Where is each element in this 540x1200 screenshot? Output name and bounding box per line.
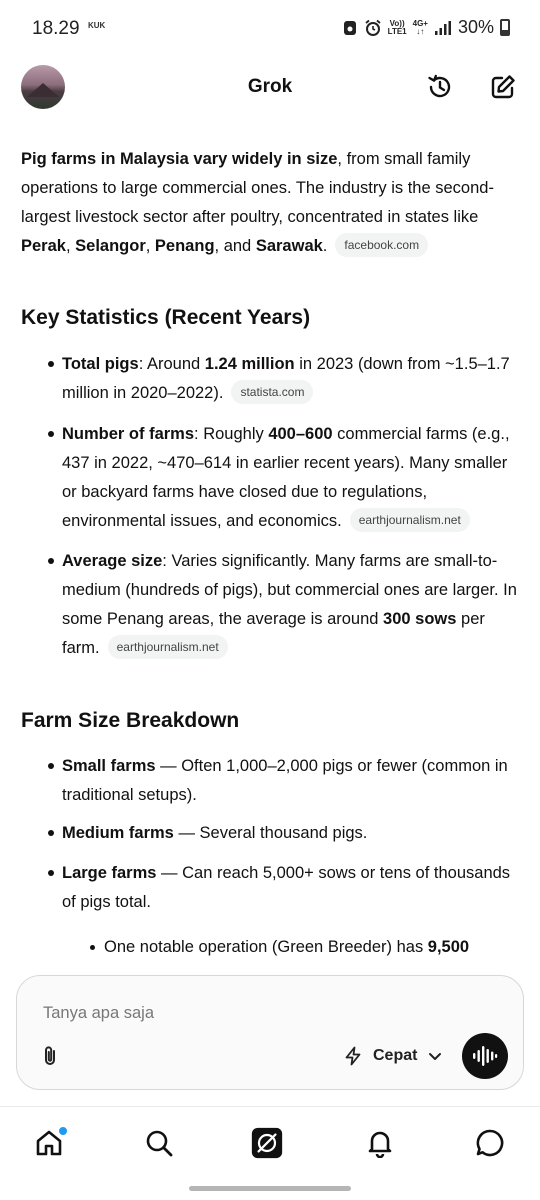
bullet-icon [48,830,54,836]
history-button[interactable] [423,70,457,104]
sub-bullet-icon [90,945,95,950]
bell-icon [365,1128,395,1158]
list-item-small-farms: Small farms — Often 1,000–2,000 pigs or fewer (common in traditional setups). [62,757,508,804]
page-title: Grok [247,76,293,97]
voice-wave-icon [472,1045,498,1067]
nav-notifications[interactable] [364,1127,396,1159]
list-item-average-size: Average size: Varies significantly. Many farms are small-to-medium (hundreds of pigs), but commercial ones are larger. In some Penang areas, the average is around 300 sows per farm. earthjournalism.net [62,552,517,657]
battery-icon [500,19,510,36]
status-bar [0,0,540,60]
compose-button[interactable] [486,70,520,104]
notification-dot [58,1126,68,1136]
list-item-number-of-farms: Number of farms: Roughly 400–600 commercial farms (e.g., 437 in 2022, ~470–614 in earlier recent years). Many smaller or backyard farms have closed due to regulations, environmental issues, and economics. earthjournalism.net [62,425,510,530]
list-item-total-pigs: Total pigs: Around 1.24 million in 2023 (down from ~1.5–1.7 million in 2020–2022). statista.com [62,355,510,402]
status-time: 18.29 [32,18,80,39]
citation-chip[interactable]: earthjournalism.net [108,635,228,659]
bullet-icon [48,361,54,367]
lightning-icon [343,1046,363,1066]
signal-icon [434,20,452,36]
bottom-navigation [0,1106,540,1180]
bullet-icon [48,431,54,437]
battery-percent: 30% [457,17,494,37]
chat-input[interactable]: Tanya apa saja [43,1004,154,1022]
alarm-icon [364,19,382,37]
grok-icon [251,1124,283,1162]
paperclip-icon [39,1044,63,1068]
search-icon [144,1128,174,1158]
citation-chip[interactable]: statista.com [231,380,313,404]
section-heading-farm-size: Farm Size Breakdown [21,709,240,732]
citation-chip[interactable]: earthjournalism.net [350,508,470,532]
citation-chip[interactable]: facebook.com [335,233,428,257]
network-generation: 4G+ ↓↑ [412,18,428,36]
nav-search[interactable] [143,1127,175,1159]
mode-label: Cepat [373,1047,418,1064]
intro-paragraph: Pig farms in Malaysia vary widely in size, from small family operations to large commercial ones. The industry is the second-largest livestock sector after poultry, concentrated in states like Perak, Selangor, Penang, and Sarawak. facebook.com [21,150,494,255]
screenshot-app-icon [342,20,358,36]
nav-grok[interactable] [251,1127,283,1159]
chat-response [0,140,540,970]
list-item-medium-farms: Medium farms — Several thousand pigs. [62,824,368,842]
section-heading-key-statistics: Key Statistics (Recent Years) [21,306,311,329]
home-indicator[interactable] [189,1186,351,1191]
chevron-down-icon [427,1048,443,1064]
chat-bubble-icon [475,1128,505,1158]
compose-icon [489,73,517,101]
sub-list-item-green-breeder: One notable operation (Green Breeder) has 9,500 [104,938,470,956]
chat-input-box [16,975,524,1090]
voice-button[interactable] [462,1033,508,1079]
app-header [0,60,540,114]
nav-messages[interactable] [474,1127,506,1159]
list-item-large-farms: Large farms — Can reach 5,000+ sows or tens of thousands of pigs total. [62,864,511,911]
network-volte: Vo)) LTE1 [387,18,407,36]
attach-button[interactable] [39,1044,63,1068]
status-icons [342,17,510,38]
history-icon [426,73,454,101]
bullet-icon [48,870,54,876]
mode-selector[interactable] [343,1046,443,1066]
bullet-icon [48,558,54,564]
bullet-icon [48,763,54,769]
status-kuk-badge: KUK [88,21,106,30]
